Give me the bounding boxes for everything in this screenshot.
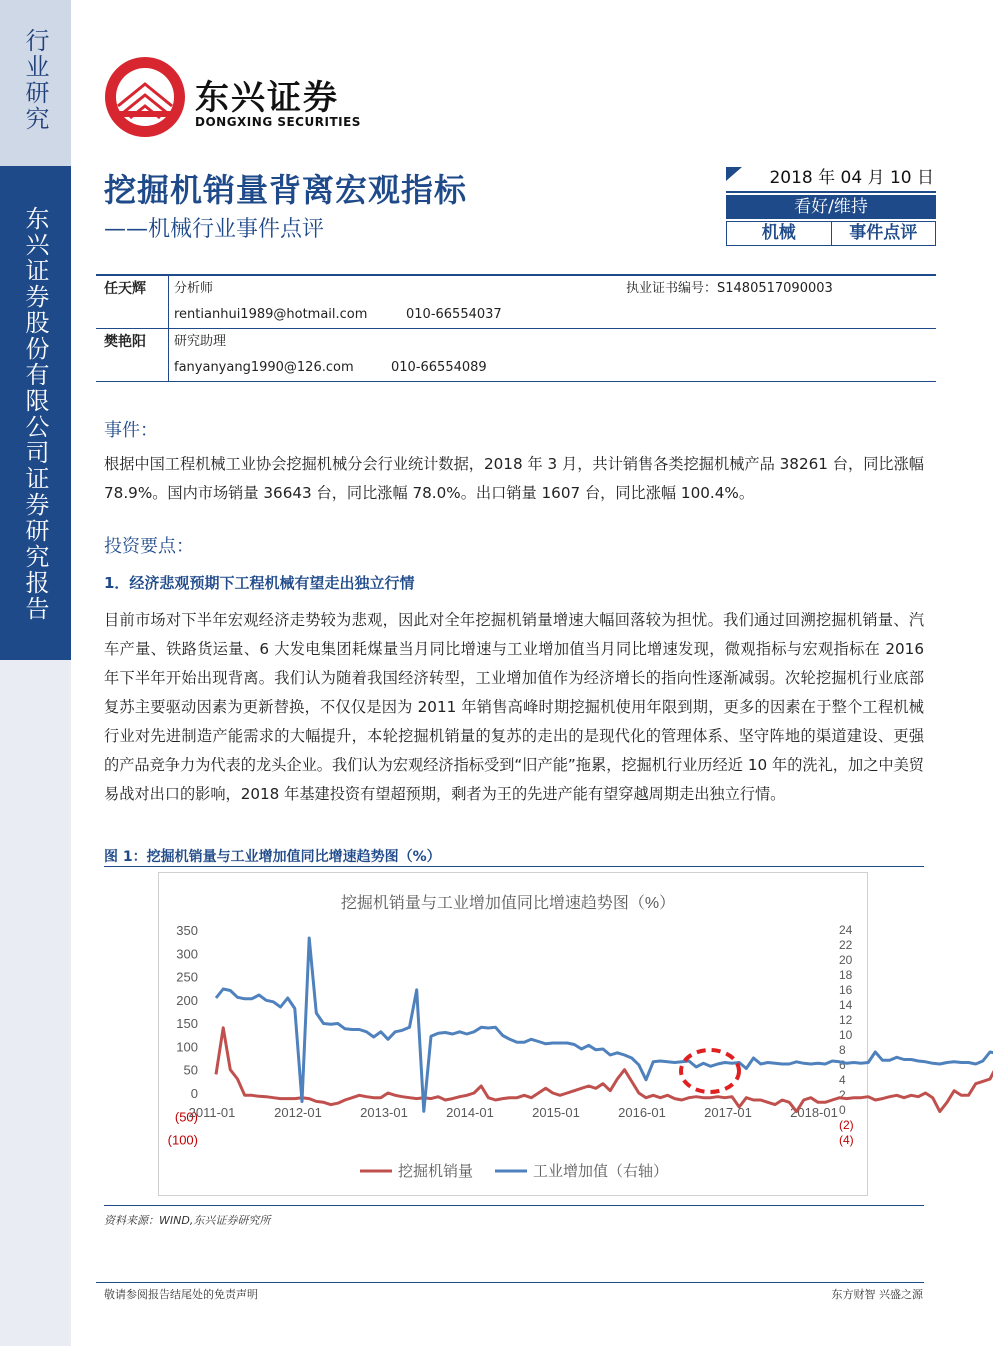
sidebar-company-label: 东兴证券股份有限公司证券研究报告 — [21, 206, 49, 622]
event-paragraph: 根据中国工程机械工业协会挖掘机械分会行业统计数据，2018 年 3 月，共计销售各类挖掘机械产品 38261 台，同比涨幅 78.9%。国内市场销量 36643 台，同比涨幅 78.0%。出口销量 1607 台，同比涨幅 100.4%。 — [104, 455, 924, 502]
y-right-tick-label: 8 — [839, 1043, 846, 1057]
sidebar-category — [0, 0, 71, 166]
y-left-tick-label: 300 — [176, 946, 198, 962]
report-date-row — [726, 165, 936, 193]
x-tick-label: 2011-01 — [188, 1105, 236, 1120]
legend-label: 挖掘机销量 — [398, 1163, 474, 1180]
footer-slogan: 东方财智 兴盛之源 — [831, 1288, 923, 1301]
x-tick-label: 2013-01 — [360, 1105, 408, 1120]
points-heading: 投资要点： — [104, 536, 194, 557]
author-name: 任天辉 — [104, 281, 146, 297]
corner-triangle-icon — [726, 167, 742, 181]
left-sidebar — [0, 0, 71, 1346]
author-row — [96, 276, 936, 302]
company-logo-icon — [104, 56, 186, 138]
y-right-tick-label: 0 — [839, 1103, 846, 1117]
report-tags — [726, 221, 936, 246]
author-role: 研究助理 — [174, 334, 227, 349]
y-left-tick-label: 100 — [176, 1039, 198, 1055]
y-right-tick-label: 18 — [839, 968, 853, 982]
y-left-tick-label: 350 — [176, 923, 198, 939]
rating-badge: 看好/维持 — [726, 195, 936, 219]
sidebar-company — [0, 166, 71, 660]
y-right-tick-label: (2) — [839, 1118, 854, 1132]
author-email[interactable]: fanyanyang1990@126.com — [174, 360, 354, 375]
point-1-heading: 1．经济悲观预期下工程机械有望走出独立行情 — [104, 574, 415, 592]
y-right-tick-label: 4 — [839, 1073, 846, 1087]
sidebar-category-label: 行业研究 — [21, 28, 49, 132]
y-left-tick-label: (50) — [174, 1109, 198, 1125]
author-email[interactable]: rentianhui1989@hotmail.com — [174, 307, 368, 322]
author-phone: 010-66554089 — [391, 360, 487, 375]
author-contact-row — [96, 355, 936, 381]
author-name: 樊艳阳 — [104, 334, 146, 350]
type-tag: 事件点评 — [849, 223, 918, 243]
x-tick-label: 2012-01 — [274, 1105, 322, 1120]
y-right-tick-label: 6 — [839, 1058, 846, 1072]
x-tick-label: 2015-01 — [532, 1105, 580, 1120]
points-paragraph: 目前市场对下半年宏观经济走势较为悲观，因此对全年挖掘机销量增速大幅回落较为担忧。我们通过回溯挖掘机销量、汽车产量、铁路货运量、6 大发电集团耗煤量当月同比增速与工业增加值当月同比增速发现，微观指标与宏观指标在 2016 年下半年开始出现背离。我们认为随着我国经济转型，工业增加值作为经济增长的指向性逐渐减弱。次轮挖掘机行业底部复苏主要驱动因素为更新替换，不仅仅是因为 2011 年销售高峰时期挖掘机使用年限到期，更多的因素在于整个工程机械行业对先进制造产能需求的大幅提升，本轮挖掘机销量的复苏的走出的是现代化的管理体系、坚守阵地的渠道建设、更强的产品竞争力为代表的龙头企业。我们认为宏观经济指标受到“旧产能”拖累，挖掘机行业历经近 10 年的洗礼，加之中美贸易战对出口的影响，2018 年基建投资有望超预期，剩者为王的先进产能有望穿越周期走出独立行情。 — [104, 611, 924, 803]
report-info-box — [726, 165, 936, 246]
y-left-tick-label: 0 — [190, 1086, 198, 1101]
y-left-tick-label: 50 — [183, 1062, 198, 1078]
figure-rule — [104, 866, 924, 867]
figure-caption: 图 1：挖掘机销量与工业增加值同比增速趋势图（%） — [104, 849, 441, 865]
figure-source: 资料来源：WIND,东兴证券研究所 — [104, 1214, 271, 1227]
y-left-tick-label: 250 — [176, 969, 198, 985]
y-left-tick-label: 200 — [176, 992, 198, 1008]
y-right-tick-label: 12 — [839, 1013, 853, 1027]
footer-rule — [96, 1282, 924, 1283]
event-heading: 事件： — [104, 420, 158, 441]
y-right-tick-label: 22 — [839, 938, 853, 952]
y-right-tick-label: 14 — [839, 998, 853, 1012]
brand-name-cn: 东兴证券 — [195, 78, 339, 118]
y-right-tick-label: 16 — [839, 983, 853, 997]
y-right-tick-label: 24 — [839, 923, 853, 937]
author-role: 分析师 — [174, 281, 214, 296]
report-date: 2018 年 04 月 10 日 — [769, 168, 934, 188]
y-left-tick-label: 150 — [176, 1016, 198, 1032]
y-right-tick-label: (4) — [839, 1133, 854, 1147]
source-rule — [104, 1205, 924, 1206]
report-title: 挖掘机销量背离宏观指标 — [104, 171, 468, 209]
x-tick-label: 2017-01 — [704, 1105, 752, 1120]
sector-tag: 机械 — [727, 222, 832, 245]
x-tick-label: 2014-01 — [446, 1105, 494, 1120]
brand-name-en: DONGXING SECURITIES — [195, 115, 361, 129]
author-table — [96, 274, 936, 382]
x-tick-label: 2016-01 — [618, 1105, 666, 1120]
y-left-tick-label: (100) — [167, 1132, 198, 1148]
x-tick-label: 2018-01 — [790, 1105, 838, 1120]
author-phone: 010-66554037 — [406, 307, 502, 322]
footer-disclaimer: 敬请参阅报告结尾处的免责声明 — [104, 1288, 258, 1301]
legend-label: 工业增加值（右轴） — [533, 1163, 669, 1180]
report-subtitle: ——机械行业事件点评 — [104, 217, 325, 242]
author-row — [96, 329, 936, 355]
author-contact-row — [96, 302, 936, 329]
chart-title: 挖掘机销量与工业增加值同比增速趋势图（%） — [340, 895, 676, 912]
y-right-tick-label: 20 — [839, 953, 853, 967]
y-right-tick-label: 10 — [839, 1028, 853, 1042]
chart-frame — [158, 872, 868, 1196]
y-right-tick-label: 2 — [839, 1088, 846, 1102]
author-cert: 执业证书编号：S1480517090003 — [626, 281, 833, 296]
